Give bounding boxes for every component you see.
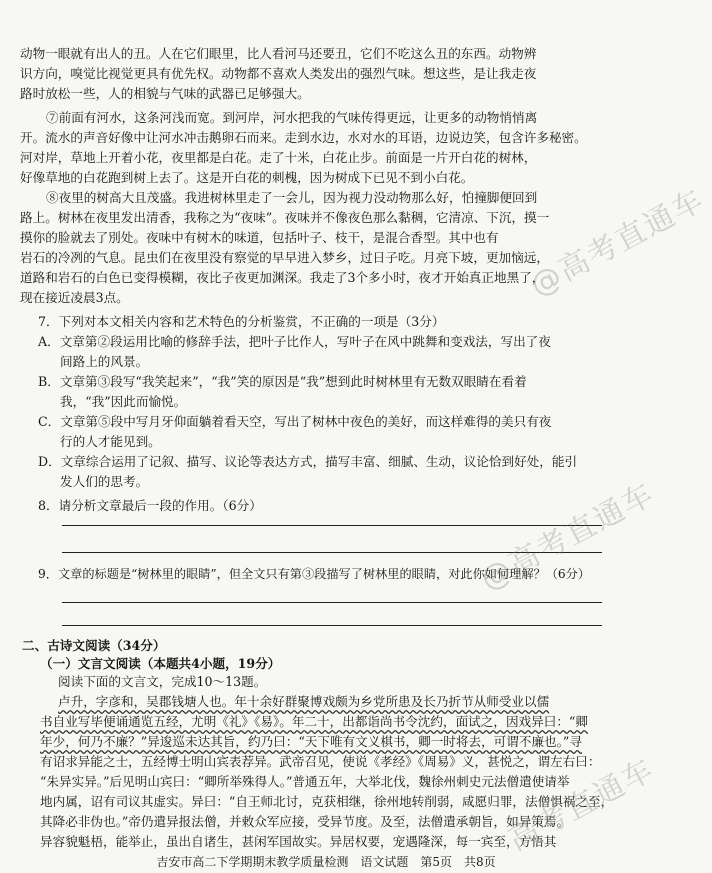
option-a: A．文章第②段运用比喻的修辞手法，把叶子比作人，写叶子在风中跳舞和变戏法，写出了夜 (38, 334, 551, 349)
classical-text-line: 有诏求异能之士，五经博士明山宾表荐异。武帝召见，使说《孝经》《周易》义，甚悦之，谓左右曰： (40, 754, 601, 769)
option-c: C．文章第⑤段中写月牙仰面躺着看天空，写出了树林中夜色的美好，而这样难得的美只有夜 (38, 414, 552, 429)
section-heading: 二、古诗文阅读（34分） (22, 638, 166, 653)
passage-line: 识方向，嗅觉比视觉更具有优先权。动物都不喜欢人类发出的强烈气味。想这些，是让我走夜 (20, 66, 537, 81)
classical-text-span: 书自业写毕便诵通览五经，尤明《礼》《易》。年二十，出都诣尚书令沈约，面试之，因戏异曰：“卿 (40, 714, 588, 729)
classical-text-span: 卢升，字彦和，吴郡钱塘人也。年十余好群聚博戏颇为乡党所患及长乃折节从师受业以儒 (58, 694, 550, 709)
paragraph-8-line: 摸你的脸就去了別处。夜味中有树木的味道，包括叶子、枝干，是混合香型。其中也有 (20, 230, 499, 245)
paragraph-8-line: 道路和岩石的白色已变得模糊，夜比子夜更加渊深。我走了3个多小时，夜才开始真正地黑了， (20, 270, 545, 285)
answer-line (62, 625, 602, 626)
classical-text-line (58, 694, 710, 710)
paragraph-7-line: 开。流水的声音好像中让河水冲击鹅卵石而来。走到水边，水对水的耳语，边说边笑，包含许多秘密。 (20, 130, 587, 145)
question-7-stem: 7．下列对本文相关内容和艺术特色的分析鉴赏，不正确的一项是（3分） (38, 314, 445, 329)
option-c-cont: 行的人才能见到。 (60, 434, 161, 449)
classical-text-line: “朱异实异。”后见明山宾曰：“卿所举殊得人。”普通五年，大举北伐，魏徐州刺史元法僧遣使请举 (40, 774, 570, 789)
classical-text-line: 异容貌魁梧，能举止，虽出自诸生，甚闲军国故实。异居权要，宠遇隆深，每一宾至，方悟其 (40, 834, 557, 849)
classical-text-span: 年少，何乃不廉？”异逡巡未达其旨，约乃曰：“天下唯有文义棋书，卿一时将去，可谓不廉也。”寻 (40, 734, 582, 749)
watermark: @高考直通车 (474, 476, 661, 598)
option-d: D．文章综合运用了记叙、描写、议论等表达方式，描写丰富、细腻、生动，议论恰到好处，能引 (38, 454, 578, 469)
passage-line: 动物一眼就有出人的丑。人在它们眼里，比人看河马还要丑，它们不吃这么丑的东西。动物辨 (20, 46, 537, 61)
instruction-text: 阅读下面的文言文，完成10～13题。 (58, 674, 267, 689)
option-d-cont: 发人们的思考。 (60, 474, 149, 489)
classical-text-line: 其降必非伪也。”帝仍遣异报法僧，并敕众军应接，受异节度。及至，法僧遣承朝旨，如异策焉。 (40, 814, 570, 829)
passage-line: 路时放松一些，人的相貌与气味的武器已足够强大。 (20, 86, 310, 101)
answer-line (62, 525, 602, 526)
paragraph-8-line: 路上。树林在夜里发出清香，我称之为“夜味”。夜味并不像夜色那么黏稠，它清凉、下沉，摸一 (20, 210, 550, 225)
subsection-heading: （一）文言文阅读（本题共4小题，19分） (40, 656, 281, 671)
paragraph-7-line: 河对岸，草地上开着小花，夜里都是白花。走了十米，白花止步。前面是一片开白花的树林， (20, 150, 537, 165)
classical-text-line: 地内属，诏有司议其虚实。异曰：“自王师北讨，克获相继，徐州地转削弱，咸愿归罪，法僧惧祸之至， (40, 794, 614, 809)
question-8-stem: 8．请分析文章最后一段的作用。（6分） (38, 498, 262, 513)
classical-text-line (40, 734, 692, 750)
watermark: @高考直通车 (524, 182, 711, 304)
paragraph-8-line: ⑧夜里的树高大且茂盛。我进树林里走了一会儿，因为视力没动物那么好，怕撞脚便回到 (46, 190, 538, 205)
paragraph-7-line: 好像草地的白花跑到树上去了。这是开白花的刺槐，因为树成下已见不到小白花。 (20, 170, 474, 185)
paragraph-7-line: ⑦前面有河水，这条河浅而宽。到河岸，河水把我的气味传得更远，让更多的动物悄悄离 (46, 110, 538, 125)
classical-text-line (40, 714, 692, 730)
answer-line (62, 602, 602, 603)
paragraph-8-line: 现在接近凌晨3点。 (20, 290, 129, 305)
page-footer: 吉安市高二下学期期末教学质量检测 语文试题 第5页 共8页 (156, 855, 496, 869)
option-a-cont: 间路上的风景。 (60, 354, 149, 369)
watermark: 高考直通车 (502, 752, 661, 859)
question-9-stem: 9．文章的标题是“树林里的眼睛”，但全文只有第③段描写了树林里的眼睛，对此你如何理解？（6分） (38, 567, 591, 581)
paragraph-8-line: 岩石的冷冽的气息。昆虫们在夜里没有察觉的早早进入梦乡，过日子吃。月亮下坡，更加恼远， (20, 250, 549, 265)
option-b: B．文章第③段写“我笑起来”，“我”笑的原因是“我”想到此时树林里有无数双眼睛在看着 (38, 374, 527, 389)
option-b-cont: 我，“我”因此而愉悦。 (60, 394, 187, 409)
